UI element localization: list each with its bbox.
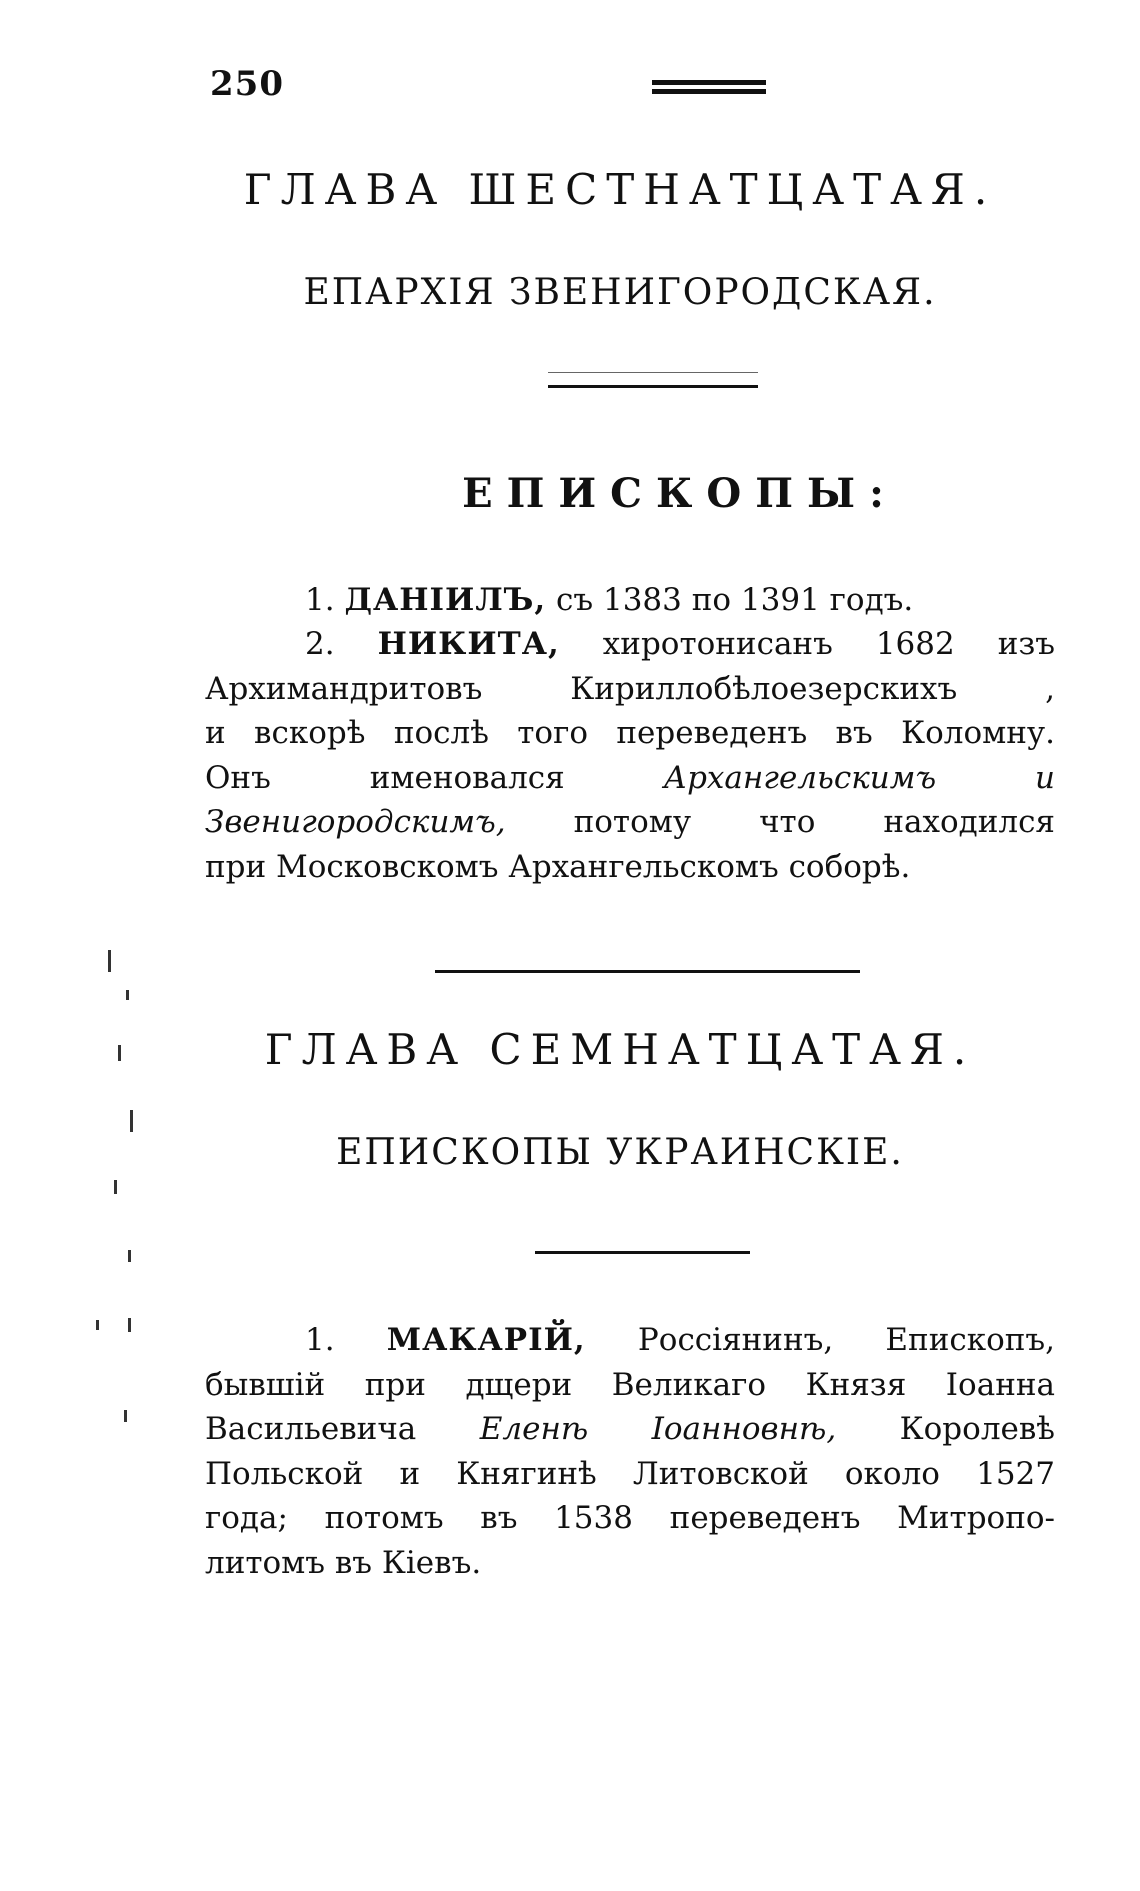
- entry-daniil: [205, 578, 1055, 623]
- divider: [548, 385, 758, 388]
- entry-line: при Московскомъ Архангельскомъ соборѣ.: [205, 848, 911, 885]
- entry-name: НИКИТА,: [377, 626, 560, 662]
- entry-number: 1.: [305, 1322, 335, 1358]
- entry-name: ДАНІИЛЪ,: [344, 582, 547, 618]
- entry-line: [205, 622, 1055, 667]
- chapter-16-subtitle: ЕПАРХІЯ ЗВЕНИГОРОДСКАЯ.: [303, 272, 937, 313]
- entry-line: Архимандритовъ Кириллобѣлоезерскихъ ,: [205, 670, 1055, 707]
- header-ornament: [652, 80, 766, 98]
- chapter-17-subtitle: ЕПИСКОПЫ УКРАИНСКІЕ.: [336, 1132, 904, 1173]
- section-divider: [435, 970, 860, 973]
- entry-line: бывшій при дщери Великаго Князя Іоанна: [205, 1366, 1055, 1403]
- entry-italic-text: Архангельскимъ и: [663, 759, 1055, 796]
- divider-dotted: [548, 372, 758, 373]
- entry-text: Васильевича: [205, 1411, 417, 1447]
- entry-line: [205, 578, 1055, 623]
- bishops-heading: ЕПИСКОПЫ:: [462, 470, 898, 517]
- page-number: 250: [210, 64, 284, 104]
- entry-line: и вскорѣ послѣ того переведенъ въ Коломну.: [205, 715, 1055, 751]
- entry-text: хиротонисанъ 1682 изъ: [602, 626, 1056, 662]
- entry-text: потому что находился: [573, 804, 1055, 840]
- entry-line: [205, 1318, 1055, 1363]
- entry-italic-text: Еленѣ Іоанновнѣ,: [479, 1411, 837, 1447]
- entry-line: [205, 756, 1055, 801]
- entry-text: съ 1383 по 1391 годъ.: [556, 582, 914, 618]
- entry-text: Россіянинъ, Епископъ,: [637, 1322, 1056, 1358]
- entry-line: Польской и Княгинѣ Литовской около 1527: [205, 1455, 1055, 1492]
- chapter-16-title: ГЛАВА ШЕСТНАТЦАТАЯ.: [243, 165, 997, 214]
- entry-text: Королевѣ: [899, 1411, 1056, 1447]
- entry-name: МАКАРІЙ,: [386, 1322, 586, 1358]
- chapter-17-title: ГЛАВА СЕМНАТЦАТАЯ.: [264, 1025, 976, 1074]
- divider: [535, 1251, 750, 1254]
- entry-line: года; потомъ въ 1538 переведенъ Митропо-: [205, 1500, 1055, 1536]
- entry-nikita: [205, 622, 1055, 889]
- entry-line: литомъ въ Кіевъ.: [205, 1544, 482, 1581]
- entry-number: 1.: [305, 582, 335, 618]
- entry-number: 2.: [305, 626, 335, 662]
- entry-makariy: [205, 1318, 1055, 1585]
- entry-line: [205, 1407, 1055, 1452]
- entry-italic-text: Звенигородскимъ,: [205, 804, 506, 840]
- margin-marks: [78, 950, 148, 1470]
- entry-line: [205, 800, 1055, 845]
- entry-text: Онъ именовался: [205, 759, 565, 796]
